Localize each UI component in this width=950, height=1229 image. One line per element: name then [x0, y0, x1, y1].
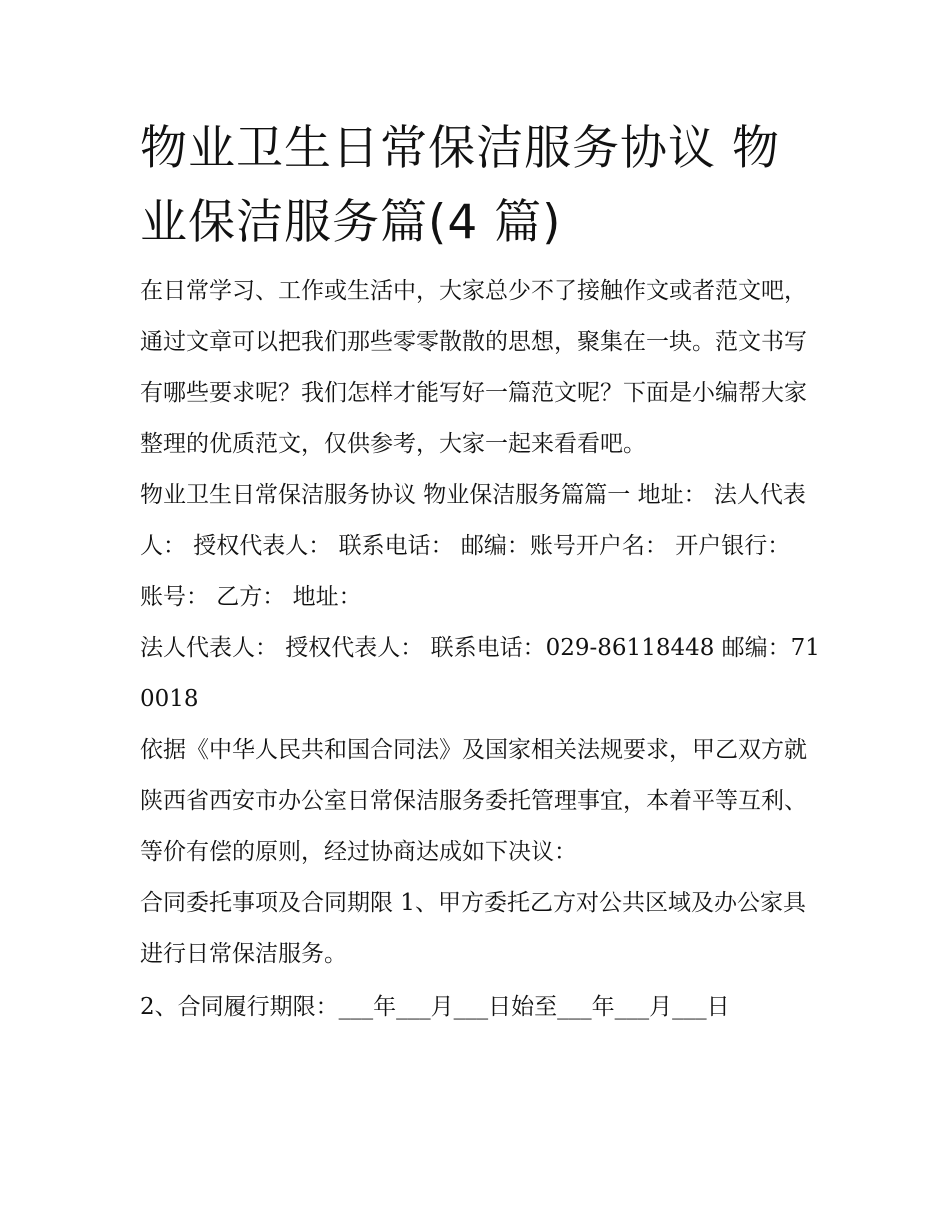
- document-title: 物业卫生日常保洁服务协议 物业保洁服务篇(4 篇): [140, 121, 780, 250]
- document-page: [140, 112, 820, 1033]
- paragraph-intro: 在日常学习、工作或生活中，大家总少不了接触作文或者范文吧，通过文章可以把我们那些零零散散的思想，聚集在一块。范文书写有哪些要求呢？我们怎样才能写好一篇范文呢？下面是小编帮大家整理的优质范文，仅供参考，大家一起来看看吧。: [140, 278, 807, 457]
- paragraph-party-a: 物业卫生日常保洁服务协议 物业保洁服务篇篇一 地址： 法人代表人： 授权代表人： 联系电话： 邮编：账号开户名： 开户银行： 账号： 乙方： 地址：: [140, 482, 806, 610]
- paragraph-entrusted-items: 合同委托事项及合同期限 1、甲方委托乙方对公共区域及办公家具进行日常保洁服务。: [140, 890, 806, 967]
- paragraph-basis: 依据《中华人民共和国合同法》及国家相关法规要求，甲乙双方就陕西省西安市办公室日常保洁服务委托管理事宜，本着平等互利、等价有偿的原则，经过协商达成如下决议：: [140, 737, 807, 865]
- paragraph-party-b-contact: 法人代表人： 授权代表人： 联系电话：029-86118448 邮编：710018: [140, 635, 820, 712]
- paragraph-term: 2、合同履行期限：___年___月___日始至___年___月___日: [140, 994, 730, 1020]
